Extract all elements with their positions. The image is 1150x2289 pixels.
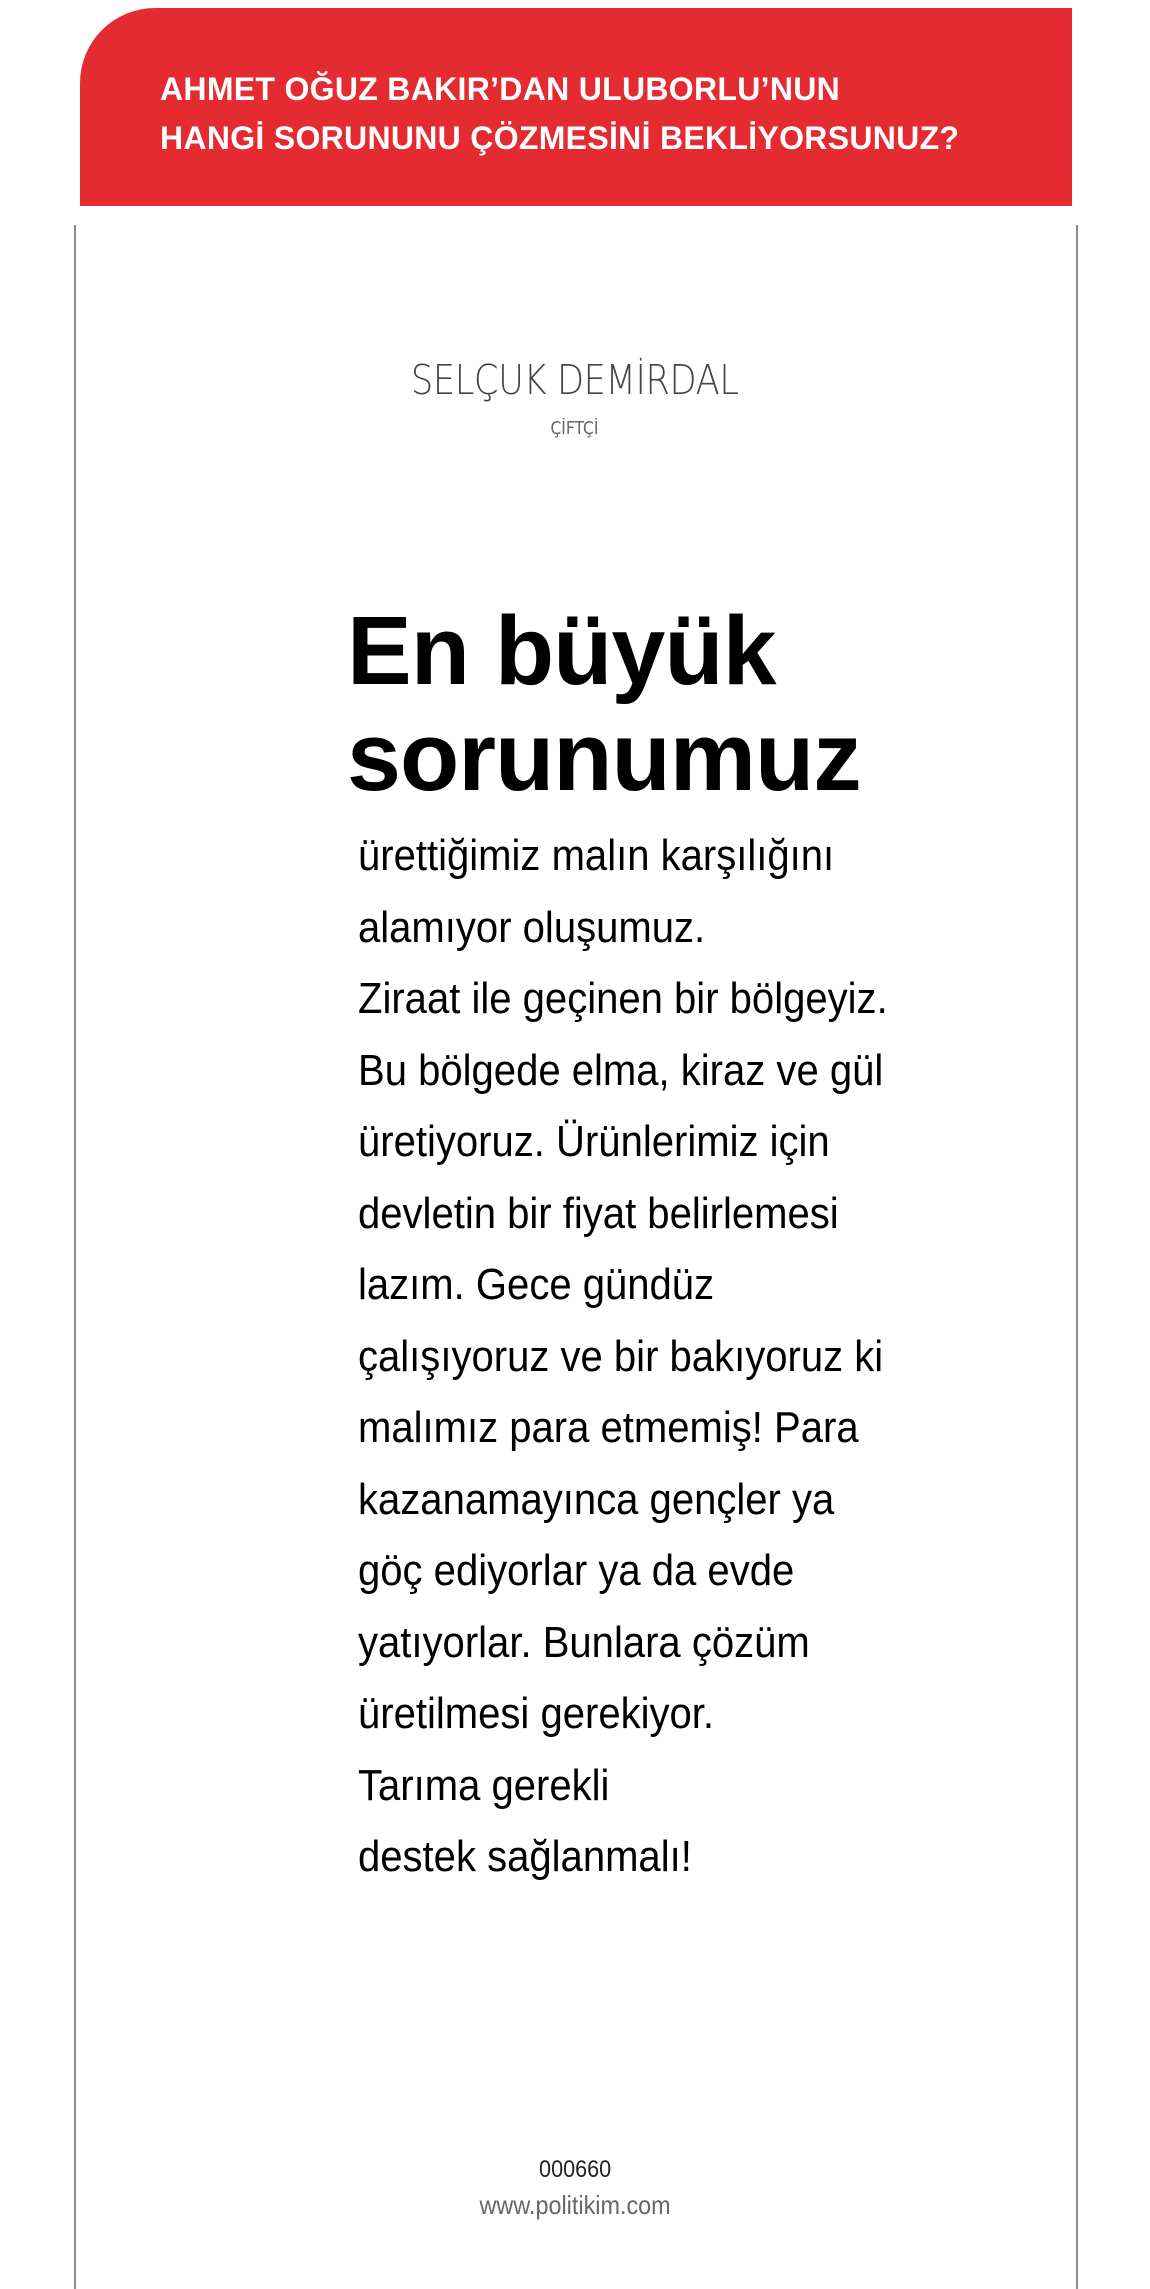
- quote-headline: [347, 598, 1047, 810]
- person-name: SELÇUK DEMİRDAL: [410, 356, 739, 404]
- body-line: devletin bir fiyat belirlemesi: [358, 1188, 839, 1238]
- body-line: Tarıma gerekli: [358, 1760, 610, 1810]
- body-line: üretiyoruz. Ürünlerimiz için: [358, 1117, 830, 1166]
- body-line: malımız para etmemiş! Para: [358, 1403, 859, 1452]
- body-line: ürettiğimiz malın karşılığını: [358, 831, 835, 880]
- body-line: üretilmesi gerekiyor.: [358, 1689, 715, 1738]
- right-frame-line: [1076, 225, 1078, 2289]
- body-line: destek sağlanmalı!: [358, 1832, 692, 1881]
- question-banner: [80, 8, 1072, 206]
- person-role: ÇİFTÇİ: [550, 418, 599, 439]
- banner-question-line-1: AHMET OĞUZ BAKIR’DAN ULUBORLU’NUN: [160, 71, 841, 107]
- footer-code: 000660: [539, 2156, 612, 2183]
- footer-website-link[interactable]: www.politikim.com: [479, 2190, 671, 2220]
- body-line: göç ediyorlar ya da evde: [358, 1546, 795, 1595]
- body-line: yatıyorlar. Bunlara çözüm: [358, 1617, 810, 1667]
- left-frame-line: [74, 225, 76, 2289]
- banner-question-line-2: HANGİ SORUNUNU ÇÖZMESİNİ BEKLİYORSUNUZ?: [160, 120, 960, 156]
- body-line: Ziraat ile geçinen bir bölgeyiz.: [358, 974, 888, 1023]
- body-line: Bu bölgede elma, kiraz ve gül: [358, 1045, 884, 1095]
- body-line: çalışıyoruz ve bir bakıyoruz ki: [358, 1331, 884, 1381]
- body-line: kazanamayınca gençler ya: [358, 1474, 835, 1524]
- body-line: lazım. Gece gündüz: [358, 1260, 715, 1309]
- headline-line: sorunumuz: [347, 702, 861, 811]
- body-line: alamıyor oluşumuz.: [358, 902, 706, 952]
- headline-line: En büyük: [347, 596, 776, 705]
- quote-body: [358, 820, 995, 1893]
